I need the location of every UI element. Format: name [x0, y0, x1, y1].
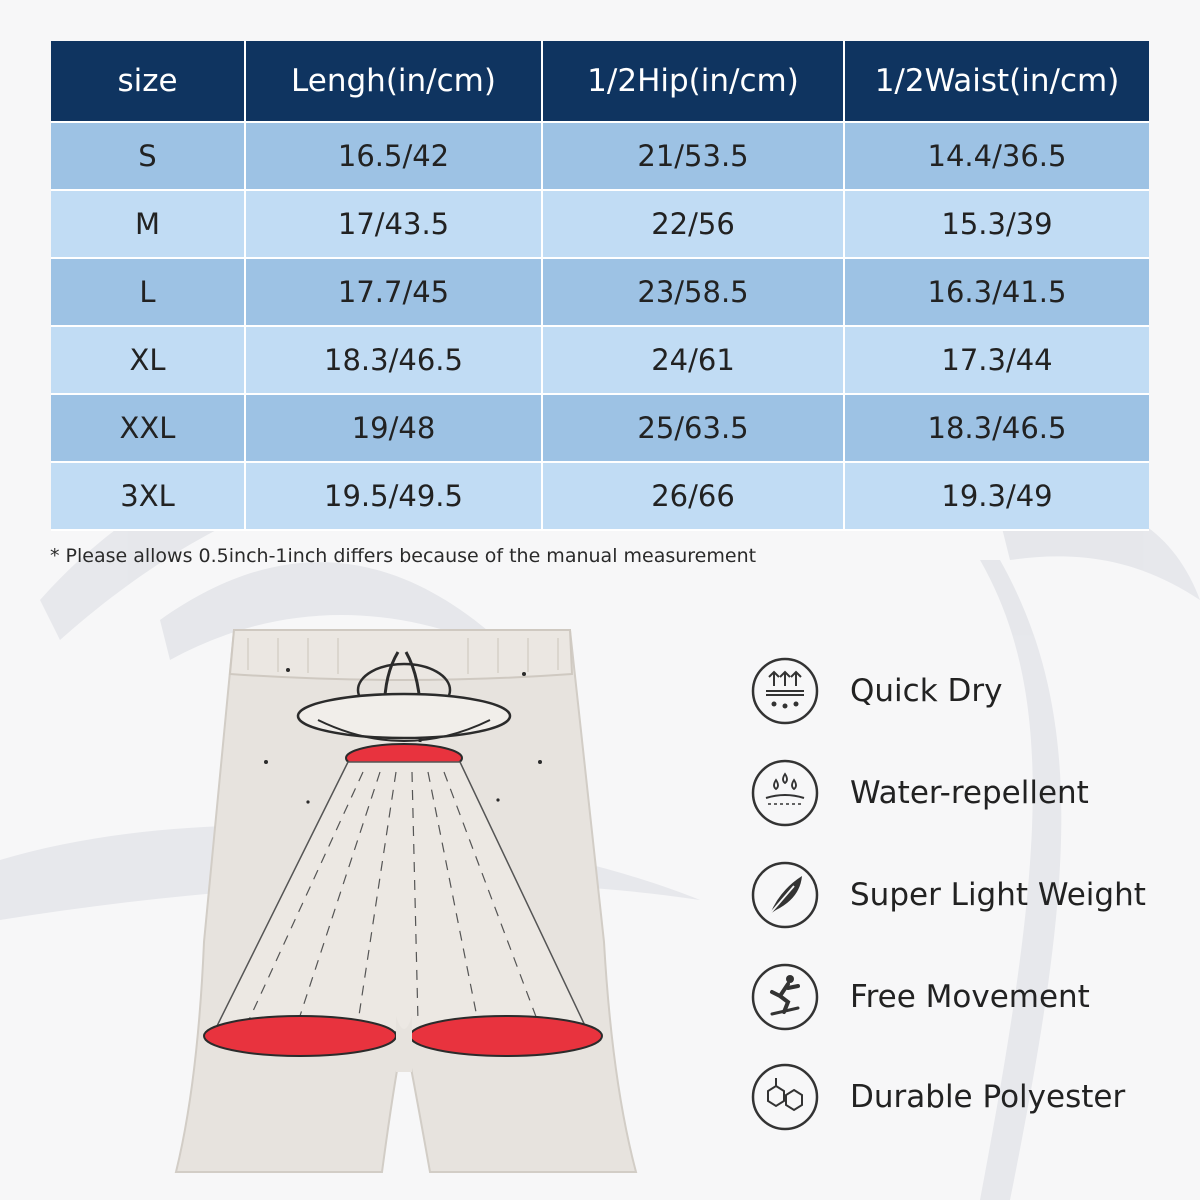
beam-base-left	[204, 1016, 396, 1056]
cell-waist: 15.3/39	[845, 191, 1149, 259]
cell-length: 19.5/49.5	[246, 463, 543, 531]
cell-waist: 18.3/46.5	[845, 395, 1149, 463]
cell-size: XL	[51, 327, 246, 395]
feature-item	[750, 960, 1090, 1034]
feature-item	[750, 858, 1146, 932]
header-half-hip: 1/2Hip(in/cm)	[543, 41, 845, 123]
cell-hip: 25/63.5	[543, 395, 845, 463]
feature-item	[750, 1060, 1126, 1134]
water-drops-icon	[750, 758, 820, 828]
feature-item	[750, 756, 1089, 830]
shorts-product-image	[168, 612, 648, 1182]
header-half-waist: 1/2Waist(in/cm)	[845, 41, 1149, 123]
cell-size: L	[51, 259, 246, 327]
cell-length: 19/48	[246, 395, 543, 463]
cell-length: 17.7/45	[246, 259, 543, 327]
table-row	[51, 123, 1149, 191]
beam-base-right	[410, 1016, 602, 1056]
table-row	[51, 395, 1149, 463]
feature-label: Free Movement	[850, 979, 1090, 1015]
feature-label: Durable Polyester	[850, 1079, 1126, 1115]
table-row	[51, 259, 1149, 327]
cell-hip: 22/56	[543, 191, 845, 259]
header-length: Lengh(in/cm)	[246, 41, 543, 123]
table-row	[51, 191, 1149, 259]
cell-length: 16.5/42	[246, 123, 543, 191]
cell-hip: 23/58.5	[543, 259, 845, 327]
cell-hip: 21/53.5	[543, 123, 845, 191]
cell-waist: 19.3/49	[845, 463, 1149, 531]
header-size: size	[51, 41, 246, 123]
table-header-row	[51, 41, 1149, 123]
molecule-icon	[750, 1062, 820, 1132]
cell-size: XXL	[51, 395, 246, 463]
cell-waist: 14.4/36.5	[845, 123, 1149, 191]
size-chart-table	[51, 41, 1149, 531]
waistband	[230, 630, 572, 680]
cell-waist: 16.3/41.5	[845, 259, 1149, 327]
cell-hip: 26/66	[543, 463, 845, 531]
feature-label: Water-repellent	[850, 775, 1089, 811]
feature-label: Super Light Weight	[850, 877, 1146, 913]
cell-length: 18.3/46.5	[246, 327, 543, 395]
feature-label: Quick Dry	[850, 673, 1003, 709]
cell-length: 17/43.5	[246, 191, 543, 259]
measurement-note: * Please allows 0.5inch-1inch differs because of the manual measurement	[50, 545, 757, 567]
cell-hip: 24/61	[543, 327, 845, 395]
cell-size: 3XL	[51, 463, 246, 531]
feather-icon	[750, 860, 820, 930]
table-row	[51, 327, 1149, 395]
cell-size: S	[51, 123, 246, 191]
cell-size: M	[51, 191, 246, 259]
quick-dry-icon	[750, 656, 820, 726]
ufo-saucer	[298, 694, 510, 738]
cell-waist: 17.3/44	[845, 327, 1149, 395]
feature-item	[750, 654, 1003, 728]
skater-icon	[750, 962, 820, 1032]
table-row	[51, 463, 1149, 531]
